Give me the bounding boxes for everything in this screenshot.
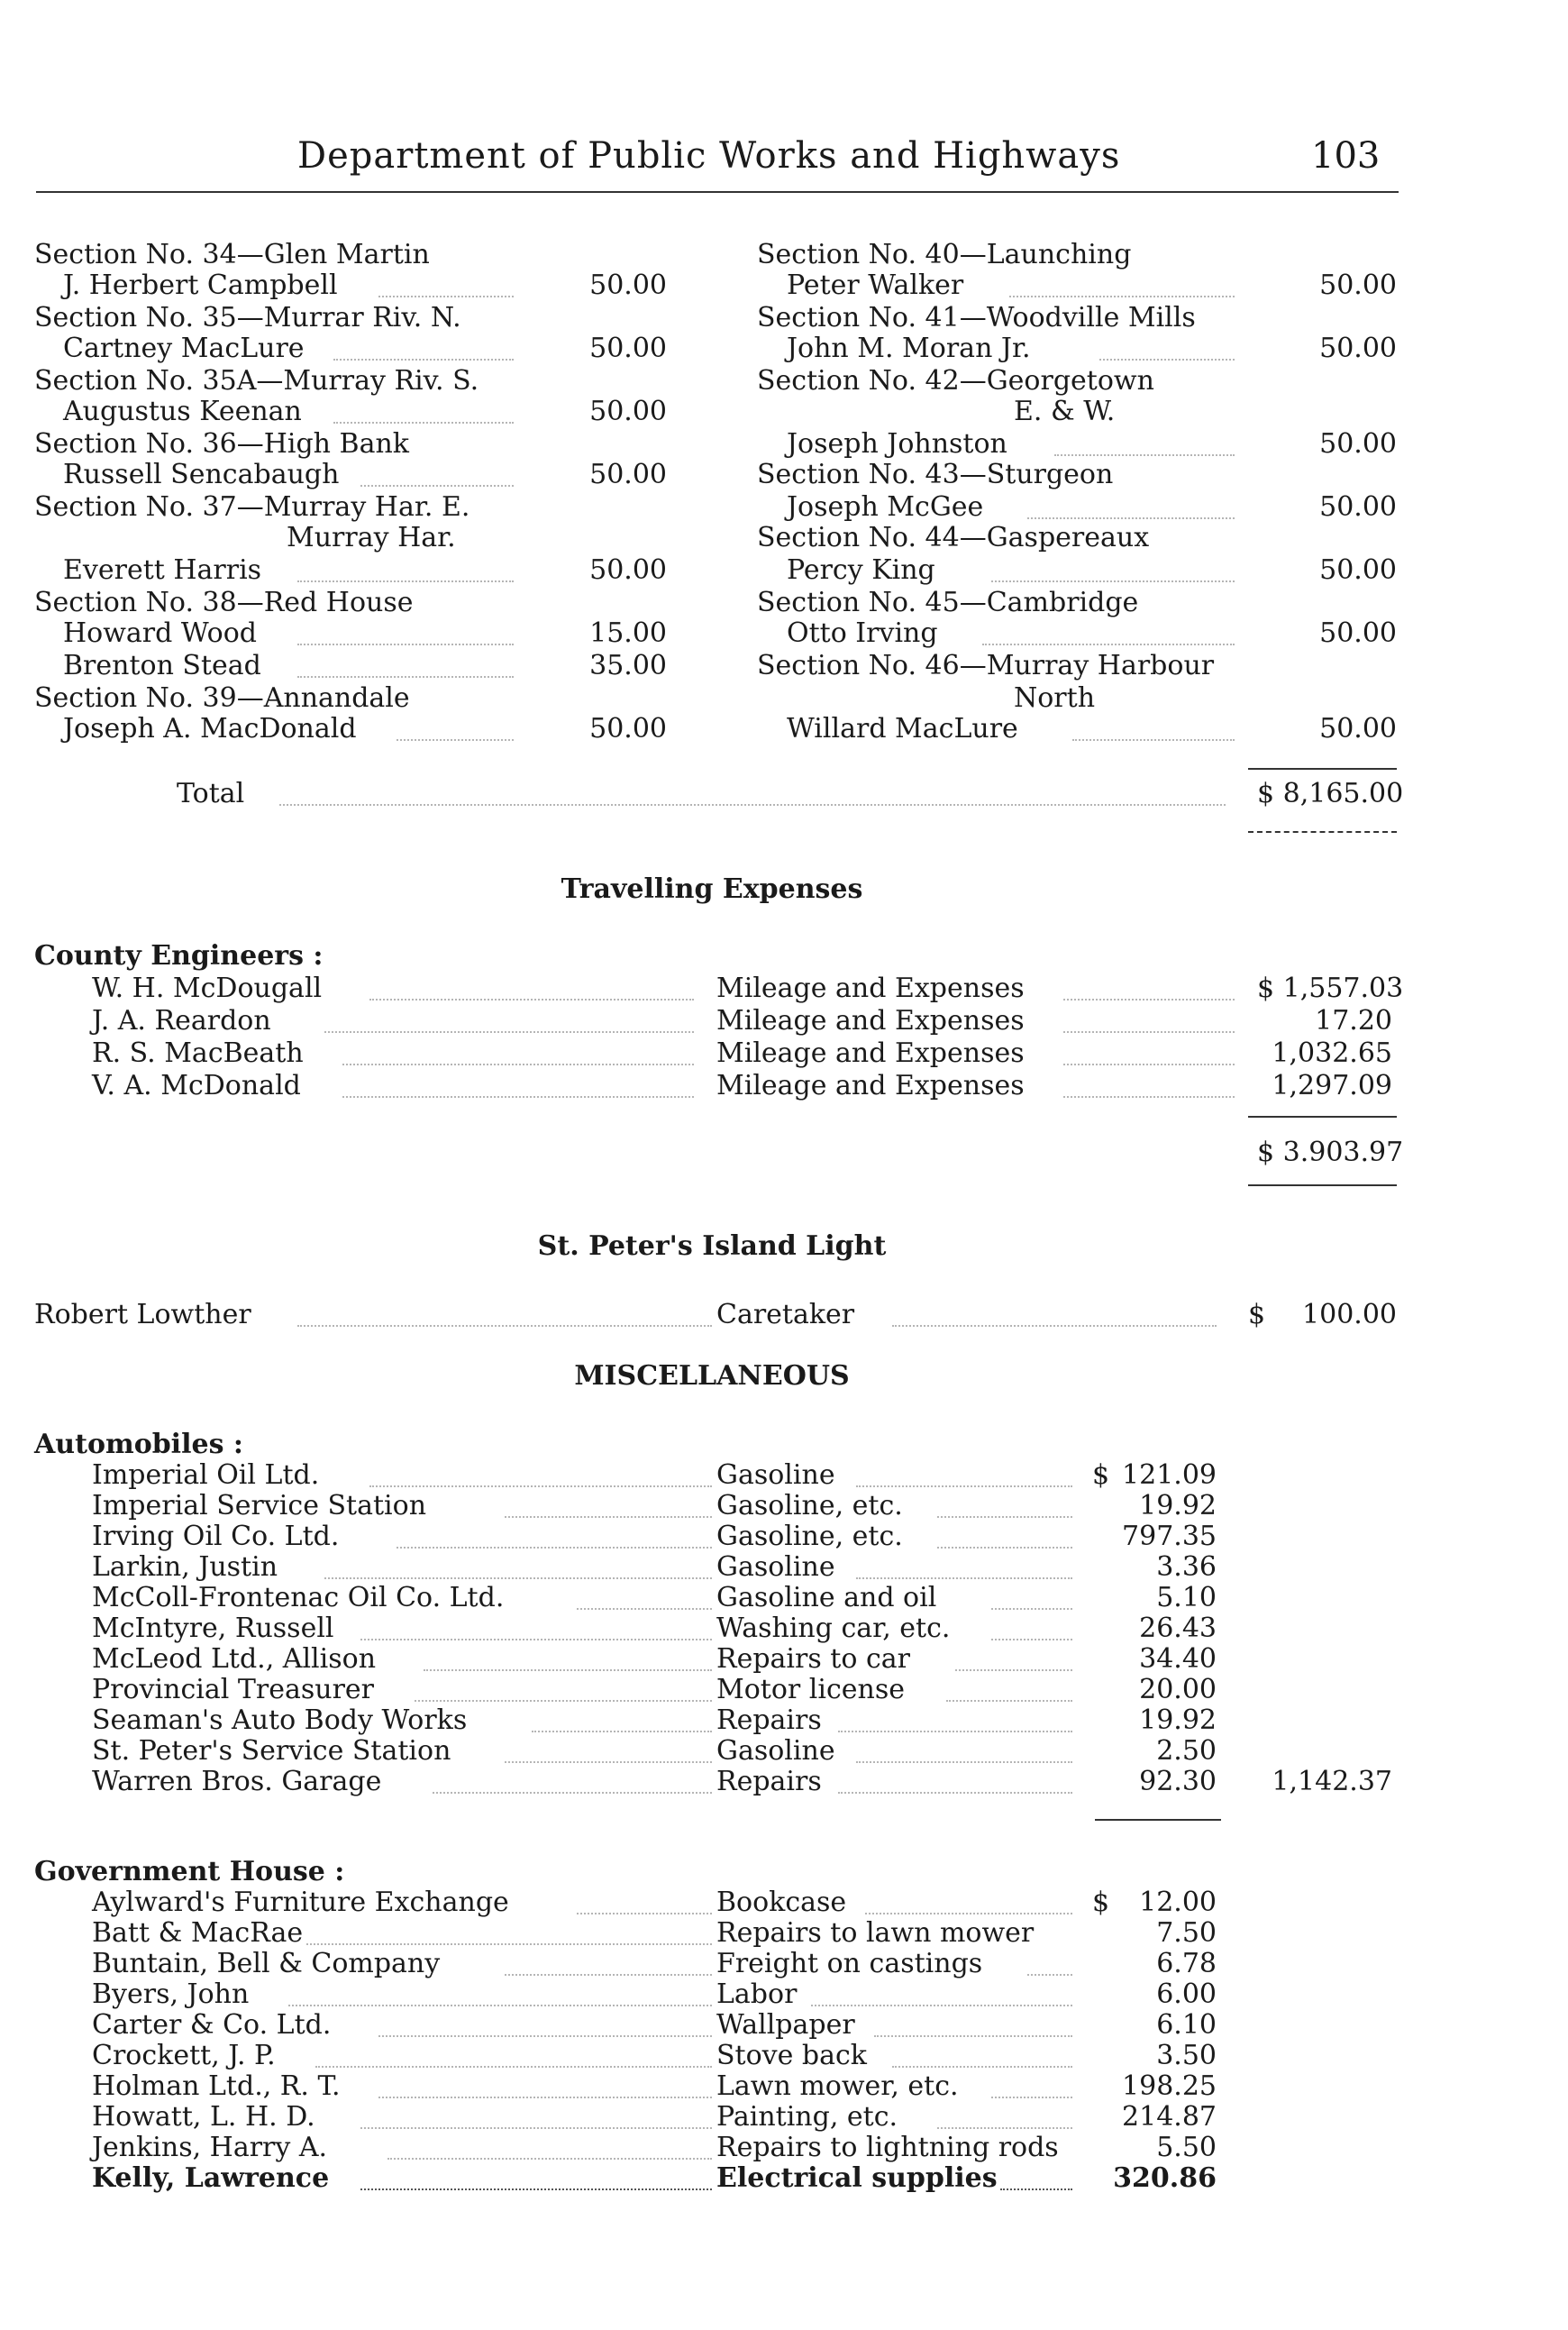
automobiles-total: 1,142.37 — [1272, 1766, 1392, 1797]
item-desc: Repairs to lightning rods — [716, 2132, 1059, 2163]
section-amount: 50.00 — [589, 333, 667, 364]
leader-dots — [324, 1029, 694, 1033]
item-amount: 121.09 — [1122, 1459, 1217, 1491]
vendor-name: McLeod Ltd., Allison — [92, 1643, 377, 1675]
item-desc: Gasoline, etc. — [716, 1490, 903, 1521]
item-desc: Motor license — [716, 1674, 905, 1705]
vendor-name: Imperial Oil Ltd. — [92, 1459, 320, 1491]
leader-dots — [865, 1911, 1072, 1914]
section-name: J. Herbert Campbell — [63, 270, 338, 301]
leader-dots — [1009, 294, 1235, 297]
section-heading: Section No. 38—Red House — [34, 587, 414, 618]
leader-dots — [333, 357, 514, 361]
leader-dots — [1063, 997, 1235, 1001]
leader-dots — [1027, 516, 1235, 519]
section-name: Joseph McGee — [787, 491, 984, 523]
vendor-name: Warren Bros. Garage — [92, 1766, 382, 1797]
section-amount: 50.00 — [589, 459, 667, 490]
section-name: John M. Moran Jr. — [787, 333, 1031, 364]
subtotal-rule — [1248, 1116, 1397, 1118]
item-amount: 2.50 — [1156, 1735, 1217, 1767]
item-desc: Repairs — [716, 1704, 822, 1736]
leader-dots — [856, 1759, 1072, 1763]
leader-dots — [991, 579, 1235, 582]
leader-dots — [360, 1637, 712, 1640]
section-amount: 50.00 — [1319, 491, 1397, 523]
section-name: Willard MacLure — [787, 713, 1018, 745]
leader-dots — [433, 1790, 712, 1794]
vendor-name: Provincial Treasurer — [92, 1674, 375, 1705]
subtotal-rule — [1248, 768, 1397, 770]
item-desc: Bookcase — [716, 1887, 847, 1918]
item-desc: Repairs — [716, 1766, 822, 1797]
section-title-travelling: Travelling Expenses — [561, 873, 863, 905]
leader-dots — [892, 2064, 1072, 2068]
section-name: Peter Walker — [787, 270, 964, 301]
government-house-heading: Government House : — [34, 1856, 345, 1887]
item-desc: Gasoline — [716, 1551, 835, 1583]
engineer-amount: $ 1,557.03 — [1257, 973, 1404, 1004]
leader-dots — [505, 1972, 712, 1976]
item-amount: 26.43 — [1139, 1613, 1217, 1644]
leader-dots — [991, 1606, 1072, 1610]
section-amount: 50.00 — [1319, 713, 1397, 745]
item-desc: Gasoline — [716, 1459, 835, 1491]
section-heading: Section No. 45—Cambridge — [757, 587, 1139, 618]
section-heading: Section No. 43—Sturgeon — [757, 459, 1114, 490]
section-amount: 50.00 — [1319, 428, 1397, 460]
dollar-sign: $ — [1092, 1887, 1110, 1918]
item-desc: Gasoline and oil — [716, 1582, 937, 1613]
item-desc: Freight on castings — [716, 1948, 983, 1979]
total-double-rule — [1248, 831, 1397, 833]
item-desc: Washing car, etc. — [716, 1613, 951, 1644]
light-name: Robert Lowther — [34, 1299, 251, 1330]
engineer-name: R. S. MacBeath — [92, 1037, 304, 1069]
leader-dots — [369, 1484, 712, 1487]
leader-dots — [360, 2125, 712, 2129]
section-amount: 50.00 — [589, 713, 667, 745]
leader-dots — [415, 1698, 712, 1702]
leader-dots — [1072, 737, 1235, 741]
leader-dots — [856, 1576, 1072, 1579]
leader-dots — [288, 2003, 712, 2006]
section-name: Everett Harris — [63, 554, 262, 586]
engineer-desc: Mileage and Expenses — [716, 1070, 1025, 1101]
leader-dots — [811, 2003, 1072, 2006]
leader-dots — [378, 294, 514, 297]
item-amount: 6.00 — [1156, 1978, 1217, 2010]
section-heading: Section No. 42—Georgetown — [757, 365, 1154, 397]
section-heading: Section No. 35A—Murray Riv. S. — [34, 365, 479, 397]
item-desc: Electrical supplies — [716, 2162, 998, 2194]
leader-dots — [1054, 452, 1235, 456]
section-heading-cont: North — [1014, 682, 1096, 714]
section-amount: 50.00 — [589, 270, 667, 301]
vendor-name: McColl-Frontenac Oil Co. Ltd. — [92, 1582, 505, 1613]
section-amount: 35.00 — [589, 650, 667, 681]
item-amount: 3.36 — [1156, 1551, 1217, 1583]
section-heading: Section No. 35—Murrar Riv. N. — [34, 302, 461, 334]
engineer-name: W. H. McDougall — [92, 973, 323, 1004]
leader-dots — [982, 642, 1235, 645]
section-heading: Section No. 41—Woodville Mills — [757, 302, 1196, 334]
leader-dots — [297, 674, 514, 678]
vendor-name: Buntain, Bell & Company — [92, 1948, 441, 1979]
running-header-title: Department of Public Works and Highways — [297, 135, 1121, 177]
leader-dots — [306, 1942, 712, 1945]
section-name: Joseph Johnston — [787, 428, 1007, 460]
section-title-light: St. Peter's Island Light — [537, 1230, 887, 1262]
vendor-name: Imperial Service Station — [92, 1490, 427, 1521]
section-amount: 50.00 — [1319, 617, 1397, 649]
leader-dots — [838, 1729, 1072, 1732]
section-heading: Section No. 34—Glen Martin — [34, 239, 430, 270]
light-desc: Caretaker — [716, 1299, 855, 1330]
section-title-miscellaneous: MISCELLANEOUS — [574, 1360, 850, 1392]
leader-dots — [991, 2095, 1072, 2098]
leader-dots — [532, 1729, 712, 1732]
section-name: Howard Wood — [63, 617, 257, 649]
subtotal-rule — [1095, 1819, 1221, 1821]
leader-dots — [1027, 1972, 1072, 1976]
leader-dots — [1063, 1062, 1235, 1065]
section-heading: Section No. 39—Annandale — [34, 682, 410, 714]
header-rule — [36, 191, 1399, 193]
section-name: Cartney MacLure — [63, 333, 305, 364]
vendor-name: St. Peter's Service Station — [92, 1735, 451, 1767]
item-amount: 214.87 — [1122, 2101, 1217, 2133]
item-desc: Labor — [716, 1978, 798, 2010]
leader-dots — [360, 2187, 712, 2190]
section-heading: Section No. 36—High Bank — [34, 428, 409, 460]
engineer-desc: Mileage and Expenses — [716, 1037, 1025, 1069]
leader-dots — [991, 1637, 1072, 1640]
section-name: Percy King — [787, 554, 935, 586]
leader-dots — [369, 997, 694, 1001]
item-amount: 6.10 — [1156, 2009, 1217, 2041]
leader-dots — [378, 2033, 712, 2037]
leader-dots — [397, 737, 514, 741]
engineer-desc: Mileage and Expenses — [716, 1005, 1025, 1037]
engineer-amount: 1,032.65 — [1272, 1037, 1392, 1069]
item-amount: 20.00 — [1139, 1674, 1217, 1705]
leader-dots — [342, 1062, 694, 1065]
section-name: Otto Irving — [787, 617, 938, 649]
leader-dots — [505, 1514, 712, 1518]
item-amount: 198.25 — [1122, 2070, 1217, 2102]
leader-dots — [892, 1323, 1217, 1327]
vendor-name: Byers, John — [92, 1978, 250, 2010]
leader-dots — [324, 1576, 712, 1579]
leader-dots — [424, 1668, 712, 1671]
page-number: 103 — [1311, 135, 1381, 177]
leader-dots — [387, 2156, 712, 2160]
item-amount: 19.92 — [1139, 1704, 1217, 1736]
item-desc: Repairs to car — [716, 1643, 910, 1675]
vendor-name: Aylward's Furniture Exchange — [92, 1887, 509, 1918]
leader-dots — [279, 802, 1226, 806]
section-heading: Section No. 44—Gaspereaux — [757, 522, 1150, 553]
dollar-sign: $ — [1092, 1459, 1110, 1491]
engineer-name: V. A. McDonald — [92, 1070, 301, 1101]
section-heading: Section No. 40—Launching — [757, 239, 1132, 270]
section-heading-cont: Murray Har. — [287, 522, 456, 553]
vendor-name: Crockett, J. P. — [92, 2040, 276, 2071]
item-amount: 320.86 — [1113, 2162, 1217, 2194]
leader-dots — [577, 1606, 712, 1610]
item-desc: Repairs to lawn mower — [716, 1917, 1035, 1949]
section-amount: 50.00 — [1319, 333, 1397, 364]
dollar-sign: $ — [1248, 1299, 1266, 1330]
engineer-name: J. A. Reardon — [92, 1005, 271, 1037]
total-amount: $ 8,165.00 — [1257, 778, 1404, 809]
leader-dots — [838, 1790, 1072, 1794]
leader-dots — [297, 642, 514, 645]
engineer-amount: 17.20 — [1315, 1005, 1392, 1037]
leader-dots — [1099, 357, 1235, 361]
section-amount: 50.00 — [589, 396, 667, 427]
automobiles-heading: Automobiles : — [34, 1429, 243, 1460]
item-desc: Wallpaper — [716, 2009, 855, 2041]
leader-dots — [342, 1094, 694, 1098]
engineer-desc: Mileage and Expenses — [716, 973, 1025, 1004]
item-desc: Gasoline — [716, 1735, 835, 1767]
vendor-name: McIntyre, Russell — [92, 1613, 334, 1644]
county-engineers-heading: County Engineers : — [34, 940, 324, 972]
leader-dots — [1063, 1029, 1235, 1033]
item-amount: 12.00 — [1139, 1887, 1217, 1918]
section-name: Brenton Stead — [63, 650, 261, 681]
leader-dots — [1000, 2187, 1072, 2190]
item-desc: Stove back — [716, 2040, 867, 2071]
leader-dots — [297, 579, 514, 582]
item-amount: 5.10 — [1156, 1582, 1217, 1613]
section-amount: 50.00 — [1319, 270, 1397, 301]
leader-dots — [937, 1514, 1072, 1518]
vendor-name: Holman Ltd., R. T. — [92, 2070, 341, 2102]
leader-dots — [937, 2125, 1072, 2129]
section-name: Augustus Keenan — [63, 396, 302, 427]
leader-dots — [333, 420, 514, 424]
leader-dots — [577, 1911, 712, 1914]
item-amount: 3.50 — [1156, 2040, 1217, 2071]
leader-dots — [946, 1698, 1072, 1702]
total-label: Total — [177, 778, 245, 809]
item-amount: 797.35 — [1122, 1521, 1217, 1552]
vendor-name: Irving Oil Co. Ltd. — [92, 1521, 340, 1552]
leader-dots — [297, 1323, 712, 1327]
leader-dots — [505, 1759, 712, 1763]
item-desc: Lawn mower, etc. — [716, 2070, 959, 2102]
item-amount: 92.30 — [1139, 1766, 1217, 1797]
leader-dots — [874, 2033, 1072, 2037]
item-amount: 5.50 — [1156, 2132, 1217, 2163]
engineer-amount: 1,297.09 — [1272, 1070, 1392, 1101]
leader-dots — [315, 2064, 712, 2068]
vendor-name: Seaman's Auto Body Works — [92, 1704, 468, 1736]
light-amount: 100.00 — [1302, 1299, 1397, 1330]
item-amount: 6.78 — [1156, 1948, 1217, 1979]
leader-dots — [1063, 1094, 1235, 1098]
section-name: Russell Sencabaugh — [63, 459, 340, 490]
leader-dots — [937, 1545, 1072, 1549]
item-amount: 19.92 — [1139, 1490, 1217, 1521]
item-desc: Painting, etc. — [716, 2101, 898, 2133]
section-heading: Section No. 46—Murray Harbour — [757, 650, 1215, 681]
vendor-name: Larkin, Justin — [92, 1551, 278, 1583]
vendor-name: Batt & MacRae — [92, 1917, 304, 1949]
leader-dots — [378, 2095, 712, 2098]
section-amount: 50.00 — [589, 554, 667, 586]
travelling-total: $ 3.903.97 — [1257, 1137, 1404, 1168]
item-amount: 7.50 — [1156, 1917, 1217, 1949]
total-double-rule — [1248, 1184, 1397, 1186]
section-amount: 15.00 — [589, 617, 667, 649]
section-heading-cont: E. & W. — [1014, 396, 1116, 427]
leader-dots — [856, 1484, 1072, 1487]
item-amount: 34.40 — [1139, 1643, 1217, 1675]
leader-dots — [397, 1545, 712, 1549]
section-amount: 50.00 — [1319, 554, 1397, 586]
vendor-name: Carter & Co. Ltd. — [92, 2009, 332, 2041]
leader-dots — [360, 483, 514, 487]
item-desc: Gasoline, etc. — [716, 1521, 903, 1552]
vendor-name: Jenkins, Harry A. — [92, 2132, 328, 2163]
leader-dots — [955, 1668, 1072, 1671]
section-heading: Section No. 37—Murray Har. E. — [34, 491, 470, 523]
section-name: Joseph A. MacDonald — [63, 713, 357, 745]
vendor-name: Kelly, Lawrence — [92, 2162, 330, 2194]
vendor-name: Howatt, L. H. D. — [92, 2101, 315, 2133]
